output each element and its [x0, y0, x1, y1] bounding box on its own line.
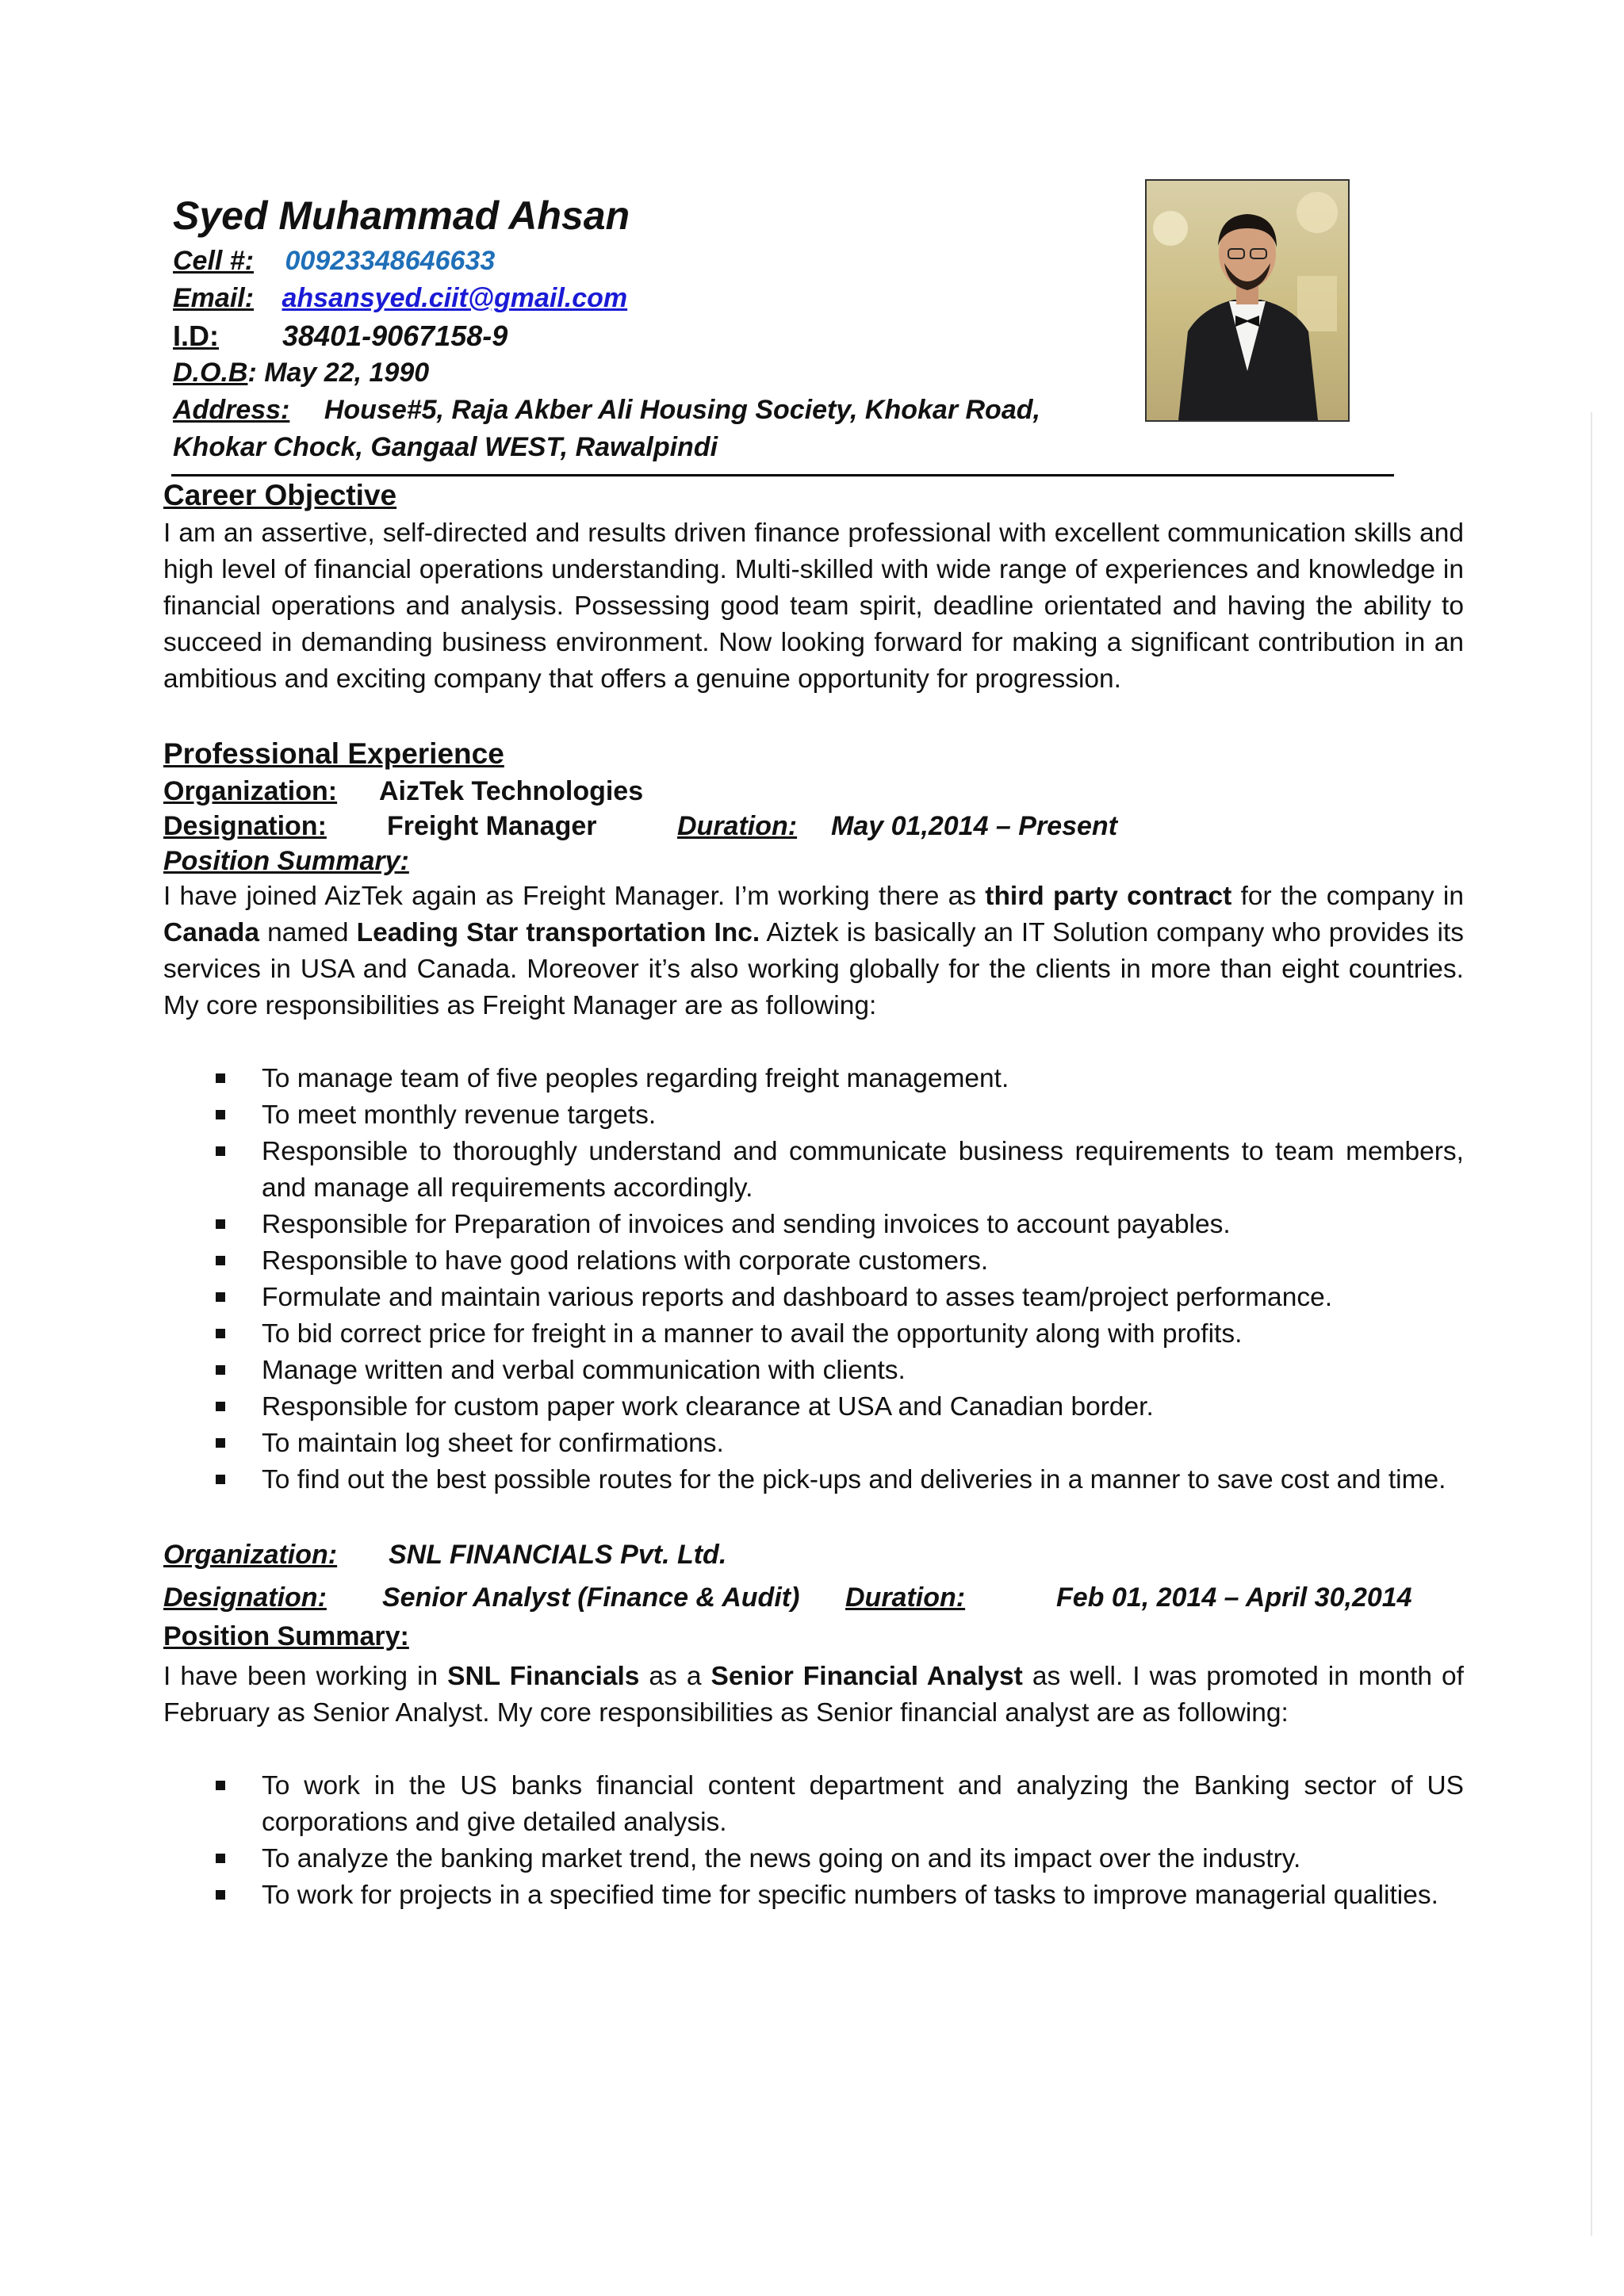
- list-item: Responsible for custom paper work clearance at USA and Canadian border.: [163, 1389, 1464, 1425]
- position-summary-text: [163, 878, 1464, 1024]
- list-item: Formulate and maintain various reports and dashboard to asses team/project performance.: [163, 1280, 1464, 1316]
- duration-label: Duration:: [677, 811, 798, 841]
- position-summary-label: Position Summary:: [163, 846, 409, 876]
- summary-part-2: for the company in: [1231, 882, 1464, 911]
- address-label: Address:: [173, 395, 290, 425]
- designation-value: Freight Manager: [387, 811, 597, 841]
- summary-part-3: as well. I was promoted in month of February as Senior Analyst. My core responsibilities as Senior financial analyst are as following:: [163, 1662, 1464, 1728]
- professional-experience-title: Professional Experience: [163, 737, 504, 770]
- position-summary-text: [163, 1659, 1464, 1732]
- id-value: 38401-9067158-9: [282, 320, 508, 352]
- list-item: To analyze the banking market trend, the news going on and its impact over the industry.: [163, 1841, 1464, 1877]
- list-item: To work for projects in a specified time for specific numbers of tasks to improve managerial qualities.: [163, 1877, 1464, 1914]
- career-objective-title: Career Objective: [163, 479, 397, 511]
- responsibilities-list: [163, 1768, 1464, 1914]
- summary-bold-1: third party contract: [985, 882, 1232, 911]
- job-designation-row: [163, 809, 1464, 844]
- position-summary-label: Position Summary:: [163, 1621, 409, 1651]
- profile-photo-image: [1147, 181, 1348, 420]
- cell-label: Cell #:: [173, 246, 255, 276]
- job-organization-row: [163, 774, 1464, 809]
- address-line-1: House#5, Raja Akber Ali Housing Society, Khokar Road,: [324, 395, 1040, 425]
- career-objective-text: I am an assertive, self-directed and results driven finance professional with excellent communication skills and high level of financial operations understanding. Multi-skilled with wide range of experiences and knowledge in financial operations and analysis. Possessing good team spirit, deadline orientated and having the ability to succeed in demanding business environment. Now looking forward for making a significant contribution in an ambitious and exciting company that offers a genuine opportunity for progression.: [163, 519, 1464, 694]
- designation-value: Senior Analyst (Finance & Audit): [382, 1582, 800, 1613]
- summary-bold-3: Leading Star transportation Inc.: [356, 918, 760, 947]
- list-item: To manage team of five peoples regarding freight management.: [163, 1061, 1464, 1097]
- organization-value: AizTek Technologies: [379, 776, 644, 806]
- designation-label: Designation:: [163, 811, 327, 841]
- list-item: To maintain log sheet for confirmations.: [163, 1425, 1464, 1462]
- list-item: To find out the best possible routes for the pick-ups and deliveries in a manner to save cost and time.: [163, 1462, 1464, 1498]
- duration-value: May 01,2014 – Present: [831, 811, 1118, 841]
- list-item: To work in the US banks financial content department and analyzing the Banking sector of US corporations and give detailed analysis.: [163, 1768, 1464, 1841]
- summary-bold-2: Canada: [163, 918, 260, 947]
- summary-part-3: named: [259, 918, 357, 947]
- summary-part-1: I have joined AizTek again as Freight Manager. I’m working there as: [163, 882, 986, 911]
- summary-bold-2: Senior Financial Analyst: [710, 1662, 1023, 1691]
- list-item: Responsible to thoroughly understand and communicate business requirements to team members, and manage all requirements accordingly.: [163, 1134, 1464, 1207]
- professional-experience-section: [163, 734, 1464, 1914]
- cell-value: 00923348646633: [285, 246, 496, 276]
- job-entry-aiztek: [163, 774, 1464, 1498]
- summary-part-1: I have been working in: [163, 1662, 448, 1691]
- resume-body: [163, 476, 1464, 1914]
- page-edge-line: [1591, 412, 1592, 2236]
- email-link[interactable]: ahsansyed.ciit@gmail.com: [282, 283, 628, 313]
- job-designation-row: [163, 1576, 1464, 1619]
- duration-value: Feb 01, 2014 – April 30,2014: [1056, 1582, 1412, 1613]
- id-label: I.D:: [173, 320, 219, 352]
- responsibilities-list: [163, 1061, 1464, 1498]
- summary-part-4: Aiztek is basically an IT Solution company who provides its services in USA and Canada. Moreover it’s also working globally for the clients in more than eight countries. My core responsibilities as Freight Manager are as following:: [163, 918, 1465, 1020]
- job-entry-snl: [163, 1533, 1464, 1914]
- list-item: Responsible for Preparation of invoices and sending invoices to account payables.: [163, 1207, 1464, 1243]
- designation-label: Designation:: [163, 1582, 327, 1613]
- duration-label: Duration:: [845, 1582, 966, 1613]
- list-item: To meet monthly revenue targets.: [163, 1097, 1464, 1134]
- address-line-2: Khokar Chock, Gangaal WEST, Rawalpindi: [173, 432, 718, 462]
- summary-bold-1: SNL Financials: [447, 1662, 640, 1691]
- list-item: Manage written and verbal communication with clients.: [163, 1353, 1464, 1389]
- dob-value: : May 22, 1990: [247, 358, 430, 388]
- job-organization-row: [163, 1533, 1464, 1576]
- profile-photo: [1145, 179, 1350, 422]
- organization-label: Organization:: [163, 1540, 338, 1570]
- career-objective-section: [163, 476, 1464, 698]
- list-item: To bid correct price for freight in a manner to avail the opportunity along with profits.: [163, 1316, 1464, 1353]
- organization-value: SNL FINANCIALS Pvt. Ltd.: [389, 1540, 727, 1570]
- email-label: Email:: [173, 283, 255, 313]
- organization-label: Organization:: [163, 776, 338, 806]
- list-item: Responsible to have good relations with corporate customers.: [163, 1243, 1464, 1280]
- dob-label: D.O.B: [173, 358, 248, 388]
- summary-part-2: as a: [639, 1662, 711, 1691]
- candidate-name: Syed Muhammad Ahsan: [173, 193, 630, 238]
